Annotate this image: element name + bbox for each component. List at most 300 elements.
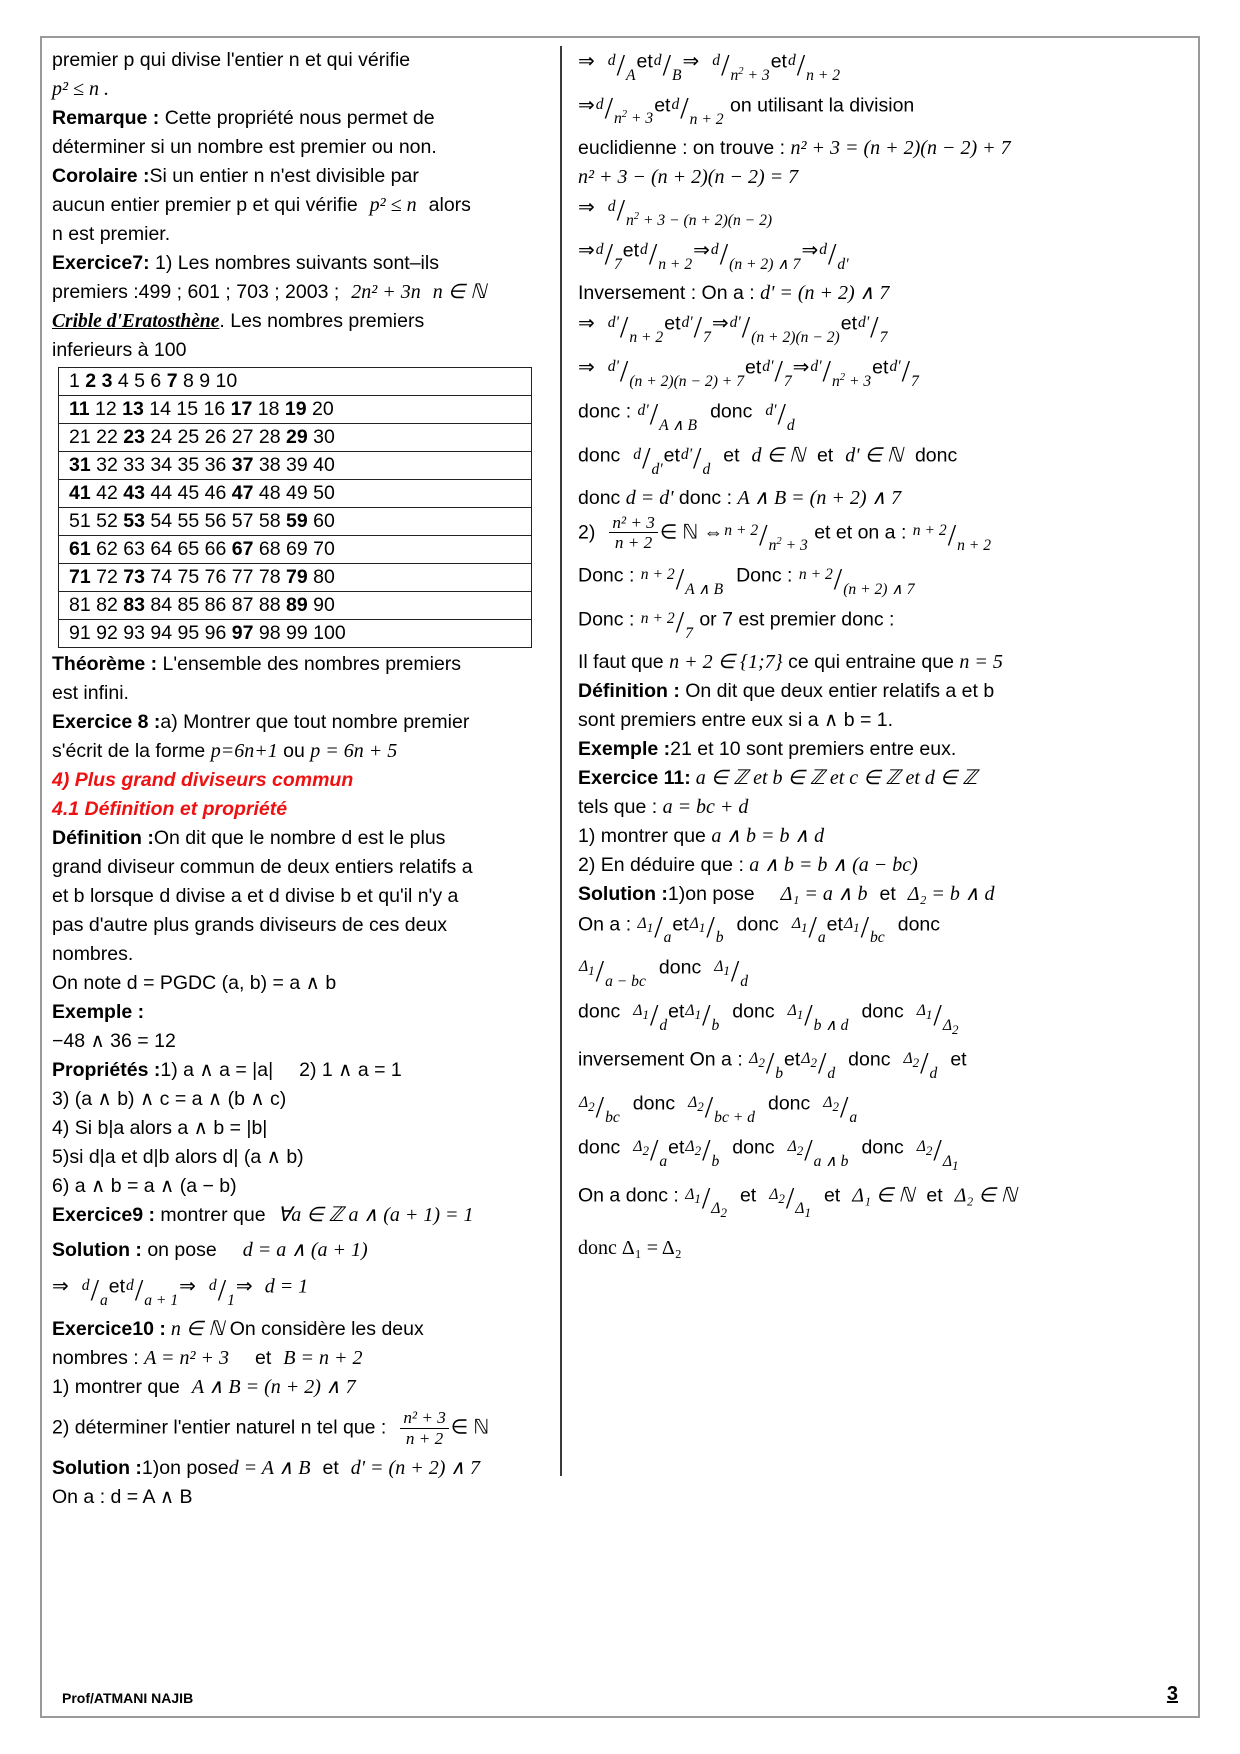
formula: a ∈ ℤ et b ∈ ℤ et c ∈ ℤ et d ∈ ℤ xyxy=(690,766,978,789)
divides-notation: $\Delta_2/a$ xyxy=(633,1133,668,1170)
line-premier-p xyxy=(52,46,544,75)
text: euclidienne : on trouve : xyxy=(578,136,791,159)
composite-number: 32 xyxy=(96,454,118,476)
text: premier p qui divise l'entier n et qui vérifie xyxy=(52,49,411,71)
composite-number: 10 xyxy=(215,370,238,392)
formula: Δ₂ ∈ ℕ xyxy=(954,1184,1017,1207)
divides-notation: $\Delta_2/d$ xyxy=(903,1045,938,1082)
exercice8-line2 xyxy=(52,737,544,766)
divides-notation: d/a xyxy=(81,1272,108,1309)
right-line-3 xyxy=(578,134,1178,163)
text: inferieurs à 100 xyxy=(52,339,187,361)
prime-number: 97 xyxy=(231,622,254,644)
composite-number: 33 xyxy=(123,454,145,476)
text: donc xyxy=(578,444,621,467)
definition-line5 xyxy=(52,940,544,969)
text: Donc : xyxy=(578,608,640,631)
composite-number: 14 xyxy=(149,398,171,420)
prime-number: 79 xyxy=(286,566,308,588)
text: 1) montrer que xyxy=(52,1375,180,1398)
text: et xyxy=(816,444,834,467)
composite-number: 64 xyxy=(150,538,173,560)
table-row xyxy=(59,592,532,620)
text: et xyxy=(950,1048,967,1071)
divides-notation: d/n + 2 xyxy=(640,237,693,274)
text: ou xyxy=(277,740,311,762)
text: donc : xyxy=(578,400,637,423)
exercice11-q1 xyxy=(578,822,1178,851)
text: on utilisant la division xyxy=(724,94,915,117)
text: On a : d = A ∧ B xyxy=(52,1486,193,1509)
text: et xyxy=(322,1457,339,1480)
fraction: $\frac{\text{n² + 3}}{n + 2}$ xyxy=(609,513,657,553)
text: 1)on pose xyxy=(141,1457,229,1480)
exemple-label: Exemple : xyxy=(52,1001,145,1023)
divides-notation: d/7 xyxy=(595,237,622,274)
crible-heading xyxy=(52,307,544,336)
text: alors xyxy=(428,194,471,216)
crible-line2 xyxy=(52,336,544,365)
composite-number: 81 xyxy=(69,594,91,616)
definition-label: Définition : xyxy=(578,679,680,702)
divides-notation: $\Delta_1/\Delta_2$ xyxy=(685,1181,727,1221)
composite-number: 39 xyxy=(286,454,308,476)
solution9-block xyxy=(52,1236,544,1265)
composite-number: 80 xyxy=(313,566,335,588)
proprietes-block xyxy=(52,1056,544,1085)
implies-icon: ⇒ xyxy=(179,1275,196,1298)
text: nombres : xyxy=(52,1346,145,1369)
formula: n + 2 ∈ {1;7} xyxy=(669,650,783,673)
text: donc xyxy=(658,957,702,980)
composite-number: 24 xyxy=(150,426,173,448)
propriete-5 xyxy=(52,1143,544,1172)
composite-number: 98 xyxy=(258,622,281,644)
divides-notation: $\Delta_1/a$ xyxy=(637,910,672,947)
divides-notation: d'/(n + 2)(n − 2) xyxy=(729,310,840,347)
propriete-3 xyxy=(52,1085,544,1114)
formula: p=6n+1 xyxy=(210,740,278,762)
text: Donc : xyxy=(578,564,640,587)
composite-number: 92 xyxy=(96,622,118,644)
composite-number: 21 xyxy=(69,426,91,448)
text: et xyxy=(784,1048,801,1071)
right-line-12 xyxy=(578,484,1178,513)
composite-number: 12 xyxy=(95,398,117,420)
composite-number: 55 xyxy=(177,510,200,532)
formula: ∈ ℕ ⇔ xyxy=(659,520,724,543)
composite-number: 84 xyxy=(150,594,173,616)
solution11-line-b xyxy=(578,952,1178,996)
divides-notation: $\Delta_1/b$ xyxy=(685,997,720,1035)
prime-number: 31 xyxy=(69,454,91,476)
formula: Δ₁ ∈ ℕ xyxy=(852,1184,915,1207)
solution11-line-d xyxy=(578,1088,1178,1132)
right-line-11 xyxy=(578,440,1178,484)
formula: 2n² + 3n xyxy=(351,281,421,303)
formula: A ∧ B = (n + 2) ∧ 7 xyxy=(191,1375,356,1398)
sieve-row-cell xyxy=(59,424,532,452)
text: donc xyxy=(578,486,626,509)
text: et xyxy=(840,312,858,335)
right-definition-line2 xyxy=(578,706,1178,735)
composite-number: 20 xyxy=(312,398,334,420)
text: 6) a ∧ b = a ∧ (a − b) xyxy=(52,1175,237,1197)
composite-number: 16 xyxy=(203,398,226,420)
formula: d = 1 xyxy=(264,1275,309,1298)
divides-notation: d'/d xyxy=(765,397,795,434)
divides-notation: d/(n + 2) ∧ 7 xyxy=(710,237,801,274)
composite-number: 86 xyxy=(204,594,227,616)
composite-number: 100 xyxy=(313,622,346,644)
remarque-block xyxy=(52,104,544,133)
text: montrer que xyxy=(155,1204,266,1226)
formula: d = d' xyxy=(625,486,674,509)
definition-line2 xyxy=(52,853,544,882)
text: donc xyxy=(861,1136,904,1159)
text: aucun entier premier p et qui vérifie xyxy=(52,194,358,216)
text: et xyxy=(723,444,740,467)
formula: ∈ ℕ xyxy=(450,1416,490,1439)
definition-block xyxy=(52,824,544,853)
section-heading-4-1 xyxy=(52,795,544,824)
divides-notation: $\Delta_2/a$ xyxy=(823,1089,858,1126)
propriete-6 xyxy=(52,1172,544,1201)
text: 1) montrer que xyxy=(578,824,712,847)
definition-label: Définition : xyxy=(52,827,154,849)
divides-notation: $\Delta_1/a$ xyxy=(791,910,826,947)
prime-number: 41 xyxy=(69,482,91,504)
sieve-row-cell xyxy=(59,452,532,480)
divides-notation: $d'/n^2 + 3$ xyxy=(810,353,872,390)
sieve-row-cell xyxy=(59,480,532,508)
fraction: $\frac{\text{n² + 3}}{n + 2}$ xyxy=(400,1408,448,1448)
text: 4) Si b|a alors a ∧ b = |b| xyxy=(52,1117,268,1139)
text: est infini. xyxy=(52,682,129,704)
divides-notation: $\Delta_2/bc$ xyxy=(579,1089,620,1126)
text: et xyxy=(672,913,689,936)
formula: n² + 3 = (n + 2)(n − 2) + 7 xyxy=(790,136,1011,159)
prime-number: 73 xyxy=(123,566,145,588)
composite-number: 76 xyxy=(204,566,227,588)
text: or 7 est premier donc : xyxy=(693,608,895,631)
formula: d = A ∧ B xyxy=(228,1457,311,1480)
text: tels que : xyxy=(578,795,663,818)
exercice11-line2 xyxy=(578,793,1178,822)
right-exemple-block xyxy=(578,735,1178,764)
solution11-line-a xyxy=(578,909,1178,953)
exercice10-line2 xyxy=(52,1344,544,1373)
exercice11-block xyxy=(578,764,1178,793)
implies-icon: ⇒ xyxy=(682,50,700,73)
right-definition-block xyxy=(578,677,1178,706)
text: et xyxy=(664,312,681,335)
corolaire-block xyxy=(52,162,544,191)
divides-notation: $\Delta_2/\Delta_1$ xyxy=(769,1181,811,1221)
text: donc xyxy=(767,1092,811,1115)
text: et xyxy=(108,1275,126,1298)
divides-notation: d/d' xyxy=(819,237,849,274)
implies-icon: ⇒ xyxy=(578,240,595,263)
text: 2) En déduire que : xyxy=(578,853,750,876)
solution11-inversement xyxy=(578,1044,1178,1088)
composite-number: 45 xyxy=(177,482,200,504)
text: et xyxy=(823,1184,841,1207)
propriete-1: 1) a ∧ a = |a| xyxy=(160,1059,274,1081)
text: et xyxy=(739,1184,757,1207)
composite-number: 50 xyxy=(313,482,335,504)
text: donc xyxy=(848,1048,891,1071)
solution9-derivation xyxy=(52,1271,544,1315)
solution11-block xyxy=(578,880,1178,909)
text: On a : xyxy=(578,913,637,936)
divides-notation: d'/7 xyxy=(889,353,919,390)
text: 5)si d|a et d|b alors d| (a ∧ b) xyxy=(52,1146,304,1168)
composite-number: 66 xyxy=(204,538,227,560)
composite-number: 52 xyxy=(96,510,118,532)
text: ce qui entraine que xyxy=(782,650,960,673)
divides-notation: d'/7 xyxy=(762,353,792,390)
divides-notation: $\Delta_2/bc + d$ xyxy=(688,1089,755,1126)
implies-icon: ⇒ xyxy=(801,240,819,263)
composite-number: 56 xyxy=(204,510,227,532)
solution10-last xyxy=(52,1483,544,1512)
page-number: 3 xyxy=(1166,1683,1178,1705)
formula: d' = (n + 2) ∧ 7 xyxy=(350,1457,480,1480)
formula: d' ∈ ℕ xyxy=(845,444,903,467)
text: On dit que le nombre d est le plus xyxy=(153,827,446,849)
formula-p2-le-n xyxy=(52,75,544,104)
text: Inversement : On a : xyxy=(578,282,761,305)
text: et xyxy=(926,1184,943,1207)
composite-number: 94 xyxy=(150,622,173,644)
text: donc : xyxy=(673,486,738,509)
divides-notation: d/n + 2 xyxy=(671,91,724,128)
exercice9-label: Exercice9 : xyxy=(52,1204,155,1226)
formula: a = bc + d xyxy=(662,795,749,818)
divides-notation: $\Delta_1/d$ xyxy=(714,954,749,991)
composite-number: 25 xyxy=(177,426,200,448)
composite-number: 18 xyxy=(257,398,280,420)
text: et xyxy=(745,356,762,379)
text: s'écrit de la forme xyxy=(52,740,211,762)
formula: n = 5 xyxy=(959,650,1003,673)
formula: Δ₁ = a ∧ b xyxy=(780,882,868,905)
right-inversement xyxy=(578,279,1178,308)
right-line-13 xyxy=(578,513,1178,560)
prime-number: 13 xyxy=(122,398,144,420)
propriete-2: 2) 1 ∧ a = 1 xyxy=(299,1059,402,1081)
section-heading-4 xyxy=(52,766,544,795)
exercice9-block xyxy=(52,1201,544,1230)
exercice10-label: Exercice10 : xyxy=(52,1317,166,1340)
composite-number: 6 xyxy=(150,370,162,392)
propriete-4 xyxy=(52,1114,544,1143)
table-row xyxy=(59,424,532,452)
solution11-line-c xyxy=(578,996,1178,1044)
implies-icon: ⇒ xyxy=(578,356,595,379)
divides-notation: n + 2/n + 2 xyxy=(912,517,992,554)
solution11-conclusion xyxy=(578,1234,1178,1263)
composite-number: 72 xyxy=(96,566,118,588)
two-column-body xyxy=(52,46,1188,1509)
page-footer xyxy=(62,1683,1178,1706)
composite-number: 93 xyxy=(123,622,145,644)
implies-icon: ⇒ xyxy=(578,50,595,73)
theoreme-block xyxy=(52,650,544,679)
prime-number: 11 xyxy=(69,398,90,420)
text: 2) déterminer l'entier naturel n tel que : xyxy=(52,1416,387,1439)
composite-number: 54 xyxy=(150,510,173,532)
text: On considère les deux xyxy=(224,1317,424,1340)
composite-number: 77 xyxy=(231,566,254,588)
text: n est premier. xyxy=(52,223,171,245)
composite-number: 96 xyxy=(204,622,227,644)
prime-number: 67 xyxy=(231,538,254,560)
right-line-9 xyxy=(578,352,1178,396)
divides-notation: $\Delta_2/a$ ∧ b xyxy=(787,1133,849,1170)
prime-number: 89 xyxy=(286,594,308,616)
exercice10-q2 xyxy=(52,1408,544,1448)
exemple-label: Exemple : xyxy=(578,737,671,760)
formula: ∀a ∈ ℤ a ∧ (a + 1) = 1 xyxy=(277,1204,474,1226)
composite-number: 26 xyxy=(204,426,227,448)
exercice7-label: Exercice7: xyxy=(52,252,150,274)
text: 21 et 10 sont premiers entre eux. xyxy=(670,737,957,760)
composite-number: 22 xyxy=(96,426,118,448)
divides-notation: $\Delta_1/b$ xyxy=(689,910,724,947)
theoreme-line2 xyxy=(52,679,544,708)
text: Cette propriété nous permet de xyxy=(159,107,435,129)
text: donc xyxy=(632,1092,676,1115)
composite-number: 58 xyxy=(258,510,281,532)
definition-line4 xyxy=(52,911,544,940)
prime-number: 23 xyxy=(123,426,145,448)
text: −48 ∧ 36 = 12 xyxy=(52,1030,176,1052)
text: On note d = PGDC (a, b) = a ∧ b xyxy=(52,972,337,994)
implies-icon: ⇒ xyxy=(235,1275,253,1298)
remarque-line2 xyxy=(52,133,544,162)
composite-number: 91 xyxy=(69,622,91,644)
composite-number: 34 xyxy=(150,454,173,476)
composite-number: 57 xyxy=(231,510,254,532)
composite-number: 63 xyxy=(123,538,145,560)
composite-number: 48 xyxy=(258,482,281,504)
text: Si un entier n n'est divisible par xyxy=(149,165,419,187)
composite-number: 74 xyxy=(150,566,173,588)
text: premiers :499 ; 601 ; 703 ; 2003 ; xyxy=(52,281,340,303)
text: On dit que deux entier relatifs a et b xyxy=(679,679,995,702)
right-line-16 xyxy=(578,648,1178,677)
composite-number: 60 xyxy=(313,510,335,532)
divides-notation: $\Delta_1/bc$ xyxy=(843,910,885,947)
formula: Δ₂ = b ∧ d xyxy=(907,882,995,905)
text: grand diviseur commun de deux entiers relatifs a xyxy=(52,856,473,878)
divides-notation: $\Delta_1/a$ − bc xyxy=(579,954,646,991)
table-row xyxy=(59,508,532,536)
composite-number: 8 xyxy=(182,370,194,392)
divides-notation: $d/n^2 + 3$ xyxy=(712,47,770,84)
composite-number: 9 xyxy=(199,370,211,392)
text: Il faut que xyxy=(578,650,670,673)
composite-number: 30 xyxy=(313,426,335,448)
sieve-row-cell xyxy=(59,564,532,592)
text: et xyxy=(254,1346,272,1369)
divides-notation: n + 2/7 xyxy=(640,605,693,642)
text: donc xyxy=(578,1000,621,1023)
text: et xyxy=(663,444,680,467)
text: inversement On a : xyxy=(578,1048,749,1071)
text: 1) Les nombres suivants sont–ils xyxy=(149,252,439,274)
text: L'ensemble des nombres premiers xyxy=(157,653,462,675)
text: On a donc : xyxy=(578,1184,685,1207)
composite-number: 68 xyxy=(258,538,281,560)
text: . Les nombres premiers xyxy=(219,310,425,332)
corolaire-line3 xyxy=(52,220,544,249)
prime-number: 53 xyxy=(123,510,145,532)
prime-number: 3 xyxy=(101,370,113,392)
composite-number: 36 xyxy=(204,454,227,476)
composite-number: 75 xyxy=(177,566,200,588)
formula: B = n + 2 xyxy=(283,1346,363,1369)
exercice8-label: Exercice 8 : xyxy=(52,711,161,733)
text: et xyxy=(770,50,787,73)
text: et xyxy=(872,356,889,379)
divides-notation: $\Delta_1/d$ xyxy=(633,997,668,1035)
definition-line3 xyxy=(52,882,544,911)
theoreme-label: Théorème : xyxy=(52,653,158,675)
right-line-6 xyxy=(578,235,1178,279)
text: et xyxy=(622,240,640,263)
right-line-5 xyxy=(578,192,1178,236)
divides-notation: d/A xyxy=(607,47,636,84)
corolaire-label: Corolaire : xyxy=(52,165,150,187)
implies-icon: ⇒ xyxy=(693,240,710,263)
on-note-line xyxy=(52,969,544,998)
prime-number: 37 xyxy=(231,454,254,476)
right-line-10 xyxy=(578,396,1178,440)
formula: d' = (n + 2) ∧ 7 xyxy=(760,282,890,305)
divides-notation: n + 2/(n + 2) ∧ 7 xyxy=(798,561,915,598)
composite-number: 69 xyxy=(286,538,308,560)
right-line-2 xyxy=(578,90,1178,134)
text: Donc : xyxy=(736,564,798,587)
composite-number: 35 xyxy=(177,454,200,476)
composite-number: 28 xyxy=(258,426,281,448)
divides-notation: $d/n^2 + 3$ xyxy=(595,91,654,128)
prime-number: 83 xyxy=(123,594,145,616)
text: donc xyxy=(914,444,958,467)
composite-number: 15 xyxy=(176,398,199,420)
sieve-row-cell xyxy=(59,508,532,536)
table-row xyxy=(59,368,532,396)
divides-notation: d'/7 xyxy=(858,310,888,347)
prime-number: 29 xyxy=(286,426,308,448)
composite-number: 88 xyxy=(258,594,281,616)
composite-number: 42 xyxy=(96,482,118,504)
corolaire-line2 xyxy=(52,191,544,220)
divides-notation: $\Delta_1/\Delta_2$ xyxy=(916,997,959,1038)
implies-icon: ⇒ xyxy=(578,94,595,117)
prime-number: 2 xyxy=(85,370,97,392)
text: donc xyxy=(578,1136,621,1159)
divides-notation: d'/7 xyxy=(681,310,711,347)
text: pas d'autre plus grands diviseurs de ces deux xyxy=(52,914,448,936)
table-row xyxy=(59,564,532,592)
sieve-row-cell xyxy=(59,536,532,564)
solution-label: Solution : xyxy=(52,1457,142,1480)
composite-number: 99 xyxy=(286,622,308,644)
